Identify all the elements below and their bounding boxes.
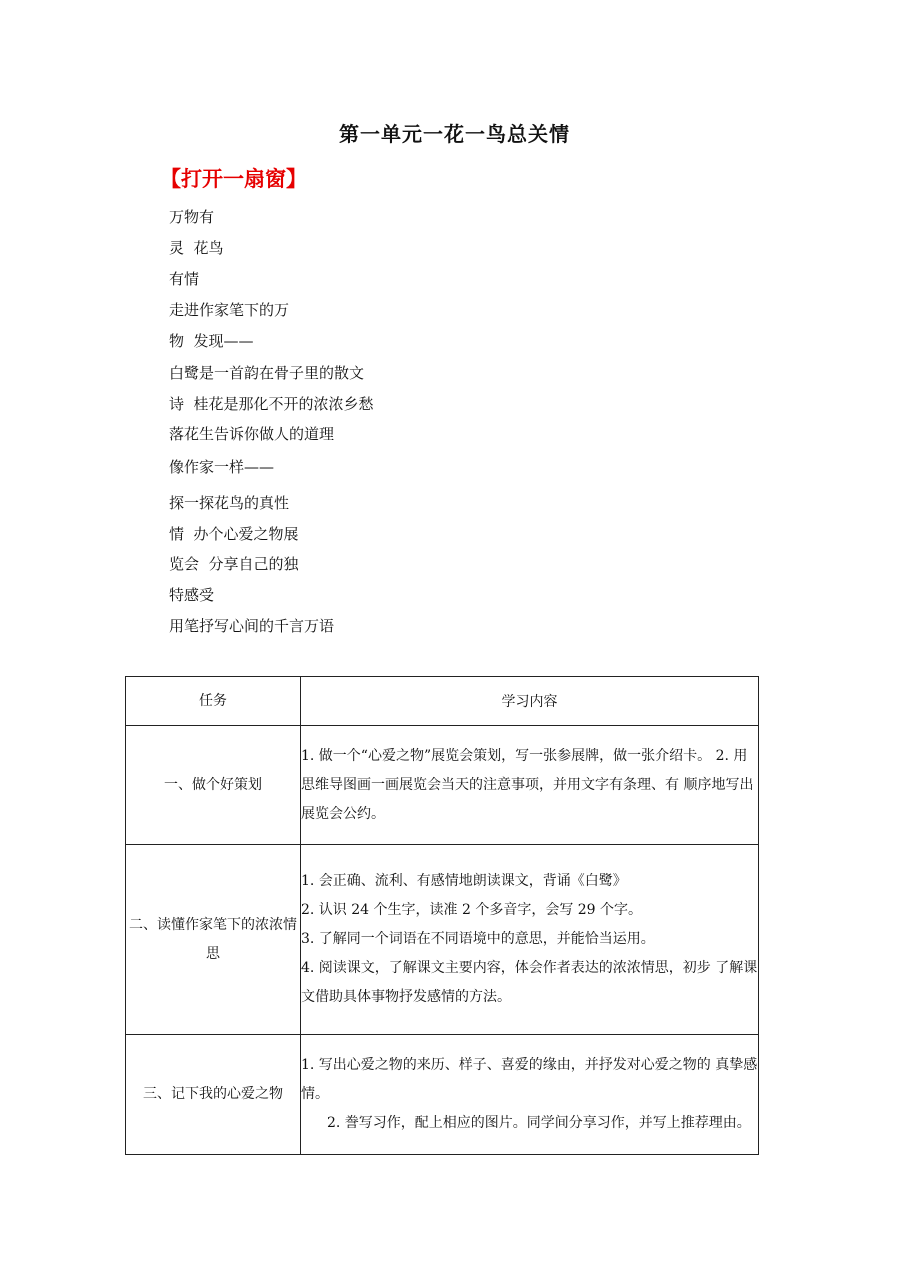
poem-line: 用笔抒写心间的千言万语	[169, 617, 335, 635]
content-cell	[301, 1035, 759, 1155]
poem-line: 走进作家笔下的万	[169, 301, 290, 319]
poem-line: 灵 花鸟	[169, 239, 224, 257]
content-cell	[301, 845, 759, 1035]
task-cell: 一、做个好策划	[126, 726, 301, 845]
content-item: 1. 会正确、流利、有感情地朗读课文，背诵《白鹭》	[301, 873, 627, 889]
poem-line: 探一探花鸟的真性	[169, 494, 290, 512]
content-cell	[301, 726, 759, 845]
poem-line: 情 办个心爱之物展	[169, 525, 299, 543]
table-header-row	[126, 677, 759, 726]
poem-line: 万物有	[169, 208, 215, 226]
task-table	[125, 676, 759, 1155]
page-title: 第一单元一花一鸟总关情	[339, 122, 570, 146]
poem-line: 物 发现——	[169, 332, 254, 350]
poem-line: 有情	[169, 270, 200, 288]
content-item: 2. 誊写习作，配上相应的图片。同学间分享习作，并写上推荐理由。	[327, 1115, 751, 1131]
header-content: 学习内容	[301, 677, 759, 726]
table-row	[126, 726, 759, 845]
poem-line: 白鹭是一首韵在骨子里的散文	[169, 364, 365, 382]
content-item: 1. 写出心爱之物的来历、样子、喜爱的缘由，并抒发对心爱之物的 真挚感情。	[301, 1057, 758, 1102]
poem-line: 诗 桂花是那化不开的浓浓乡愁	[169, 395, 374, 413]
task-cell: 二、读懂作家笔下的浓浓情思	[126, 845, 301, 1035]
poem-line: 像作家一样——	[169, 458, 275, 476]
content-item: 1. 做一个“心爱之物”展览会策划，写一张参展牌，做一张介绍卡。 2. 用思维导图画一画展览会当天的注意事项，并用文字有条理、有 顺序地写出展览会公约。	[301, 747, 754, 822]
task-cell: 三、记下我的心爱之物	[126, 1035, 301, 1155]
table-row	[126, 1035, 759, 1155]
section-heading: 【打开一扇窗】	[160, 167, 307, 191]
header-task: 任务	[126, 677, 301, 726]
poem-line: 览会 分享自己的独	[169, 555, 299, 573]
content-item: 2. 认识 24 个生字，读准 2 个多音字，会写 29 个字。	[301, 902, 643, 918]
table-row	[126, 845, 759, 1035]
poem-line: 落花生告诉你做人的道理	[169, 425, 335, 443]
content-item: 4. 阅读课文，了解课文主要内容，体会作者表达的浓浓情思，初步 了解课文借助具体事物抒发感情的方法。	[301, 960, 758, 1005]
content-item: 3. 了解同一个词语在不同语境中的意思，并能恰当运用。	[301, 931, 655, 947]
poem-line: 特感受	[169, 586, 215, 604]
